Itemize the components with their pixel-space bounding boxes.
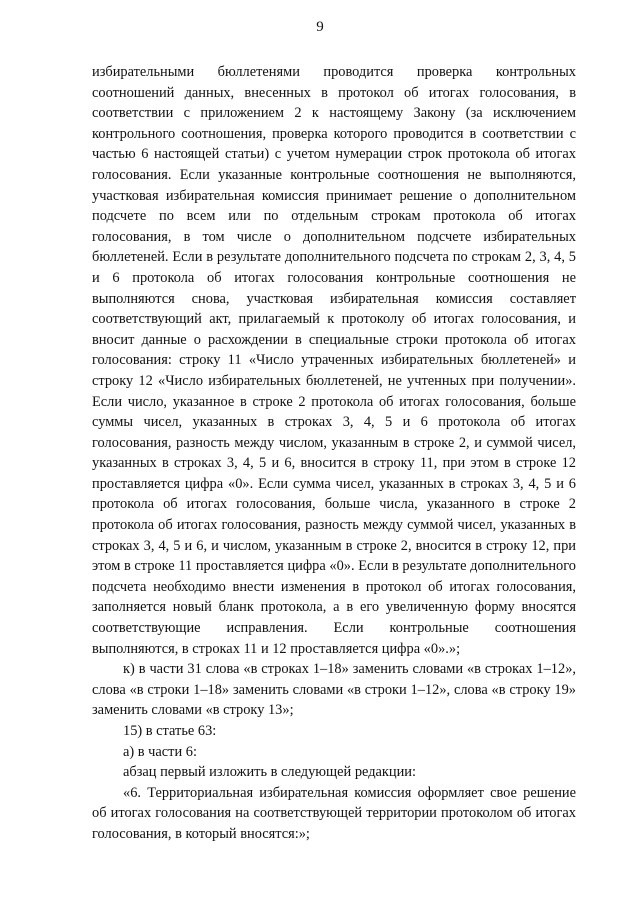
paragraph-item-15: 15) в статье 63: — [123, 723, 217, 739]
document-body — [92, 62, 576, 845]
paragraph-item-a: а) в части 6: — [123, 743, 197, 760]
paragraph-continuation: избирательными бюллетенями проводится проверка контрольных соотношений данных, внесенных в протокол об итогах голосования, в соответствии с приложением 2 к настоящему Закону (за исключением контрольного соотношения, проверка которого проводится в соответствии с частью 6 настоящей статьи) с учетом нумерации строк протокола об итогах голосования. Если указанные контрольные соотношения не выполняются, участковая избирательная комиссия принимает решение о дополнительном подсчете по всем или по отдельным строкам протокола об итогах голосования, в том числе о дополнительном подсчете избирательных бюллетеней. Если в результате дополнительного подсчета по строкам 2, 3, 4, 5 и 6 протокола об итогах голосования контрольные соотношения не выполняются снова, участковая избирательная комиссия составляет соответствующий акт, прилагаемый к протоколу об итогах голосования, и вносит данные о расхождении в специальные строки протокола об итогах голосования: строку 11 «Число утраченных избирательных бюллетеней» и строку 12 «Число избирательных бюллетеней, не учтенных при получении». Если число, указанное в строке 2 протокола об итогах голосования, больше суммы чисел, указанных в строках 3, 4, 5 и 6 протокола об итогах голосования, разность между числом, указанным в строке 2, и суммой чисел, указанных в строках 3, 4, 5 и 6, вносится в строку 11, при этом в строке 12 проставляется цифра «0». Если сумма чисел, указанных в строках 3, 4, 5 и 6 протокола об итогах голосования, больше числа, указанного в строке 2 протокола об итогах голосования, разность между суммой чисел, указанных в строках 3, 4, 5 и 6, и числом, указанным в строке 2, вносится в строку 12, при этом в строке 11 проставляется цифра «0». Если в результате дополнительного подсчета необходимо внести изменения в протокол об итогах голосования, заполняется новый бланк протокола, а в его увеличенную форму вносятся соответствующие исправления. Если контрольные соотношения выполняются, в строках 11 и 12 проставляется цифра «0».»; — [92, 64, 576, 657]
page-number: 9 — [316, 19, 324, 35]
paragraph-item-k: к) в части 31 слова «в строках 1–18» заменить словами «в строках 1–12», слова «в строки 1–18» заменить словами «в строки 1–12», слова «в строку 19» заменить словами «в строку 13»; — [92, 661, 576, 719]
paragraph-quoted-text: «6. Территориальная избирательная комиссия оформляет свое решение об итогах голосования на соответствующей территории протоколом об итогах голосования, в который вносятся:»; — [92, 784, 576, 842]
paragraph-instruction: абзац первый изложить в следующей редакции: — [123, 764, 417, 781]
